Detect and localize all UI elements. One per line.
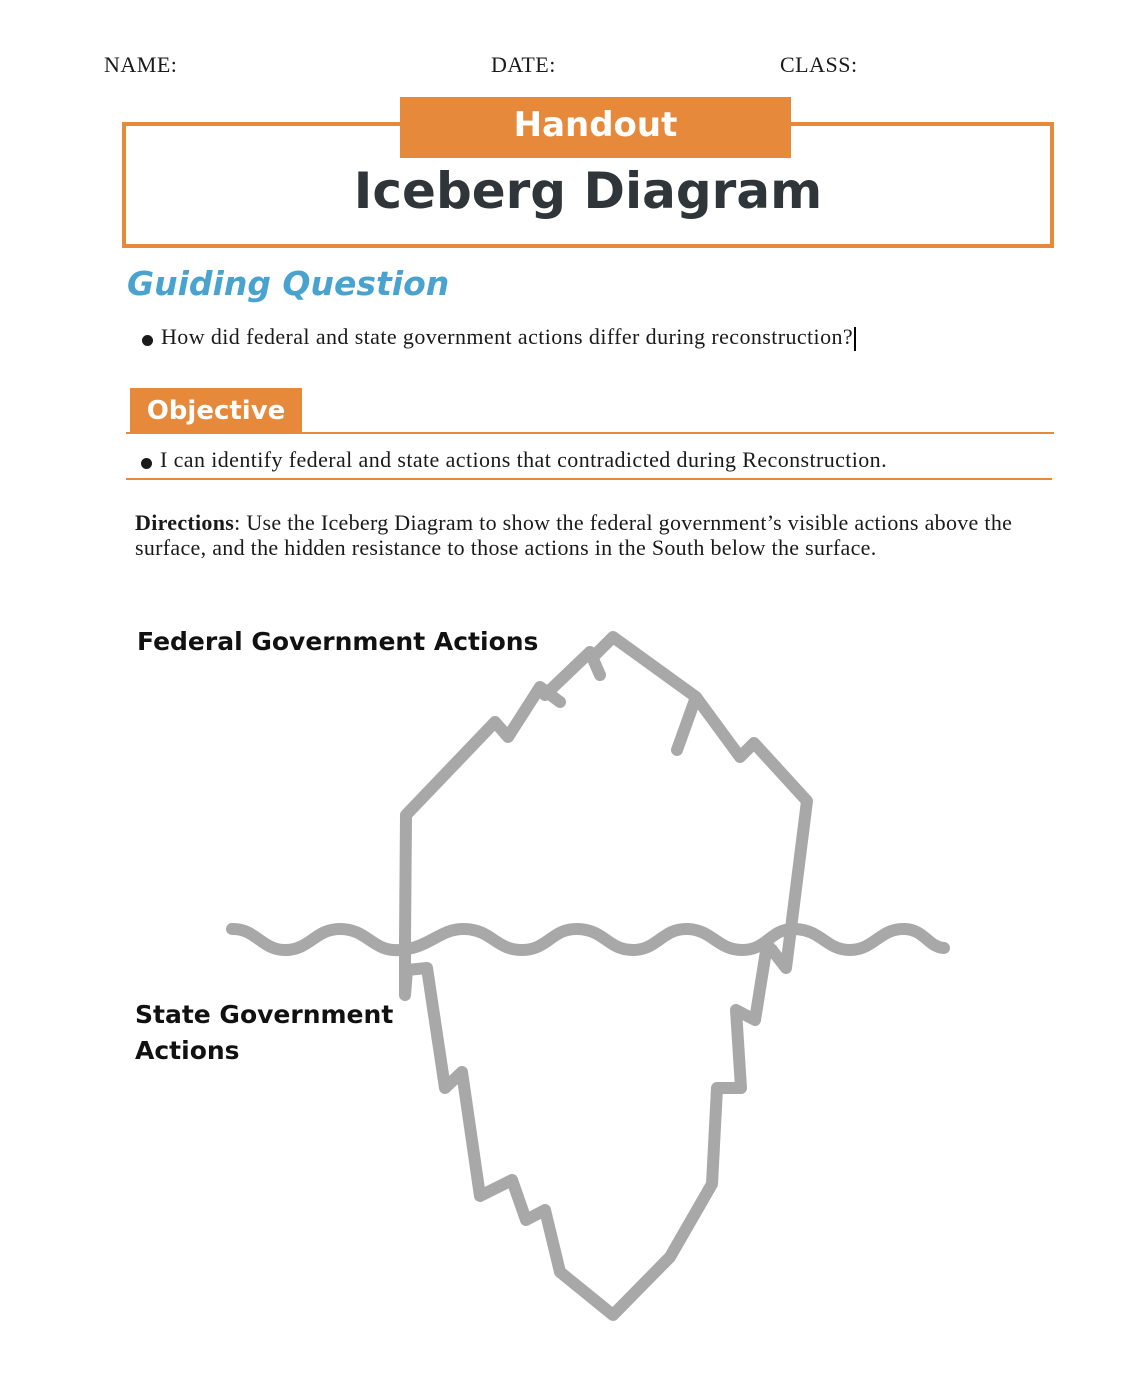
objective-text[interactable]: I can identify federal and state actions that contradicted during Reconstruction. — [160, 447, 887, 472]
directions-label: Directions — [135, 510, 235, 535]
iceberg-bottom-outline — [405, 940, 772, 1315]
date-field-label: DATE: — [491, 52, 556, 77]
guiding-question-text[interactable]: How did federal and state government actions differ during reconstruction? — [161, 324, 854, 349]
objective-tab: Objective — [130, 388, 302, 433]
class-field-label: CLASS: — [780, 52, 858, 77]
federal-actions-label: Federal Government Actions — [137, 627, 539, 656]
state-actions-label: State Government Actions — [135, 1000, 394, 1065]
name-field-label: NAME: — [104, 52, 178, 77]
iceberg-top-outline — [405, 637, 807, 968]
water-line — [232, 929, 944, 950]
guiding-question-heading: Guiding Question — [127, 264, 450, 303]
directions-text: : Use the Iceberg Diagram to show the federal government’s visible actions above the surface, and the hidden resistance to those actions in the South below the surface. — [135, 510, 1013, 560]
handout-tab: Handout — [400, 97, 791, 158]
document-title: Iceberg Diagram — [353, 162, 823, 220]
